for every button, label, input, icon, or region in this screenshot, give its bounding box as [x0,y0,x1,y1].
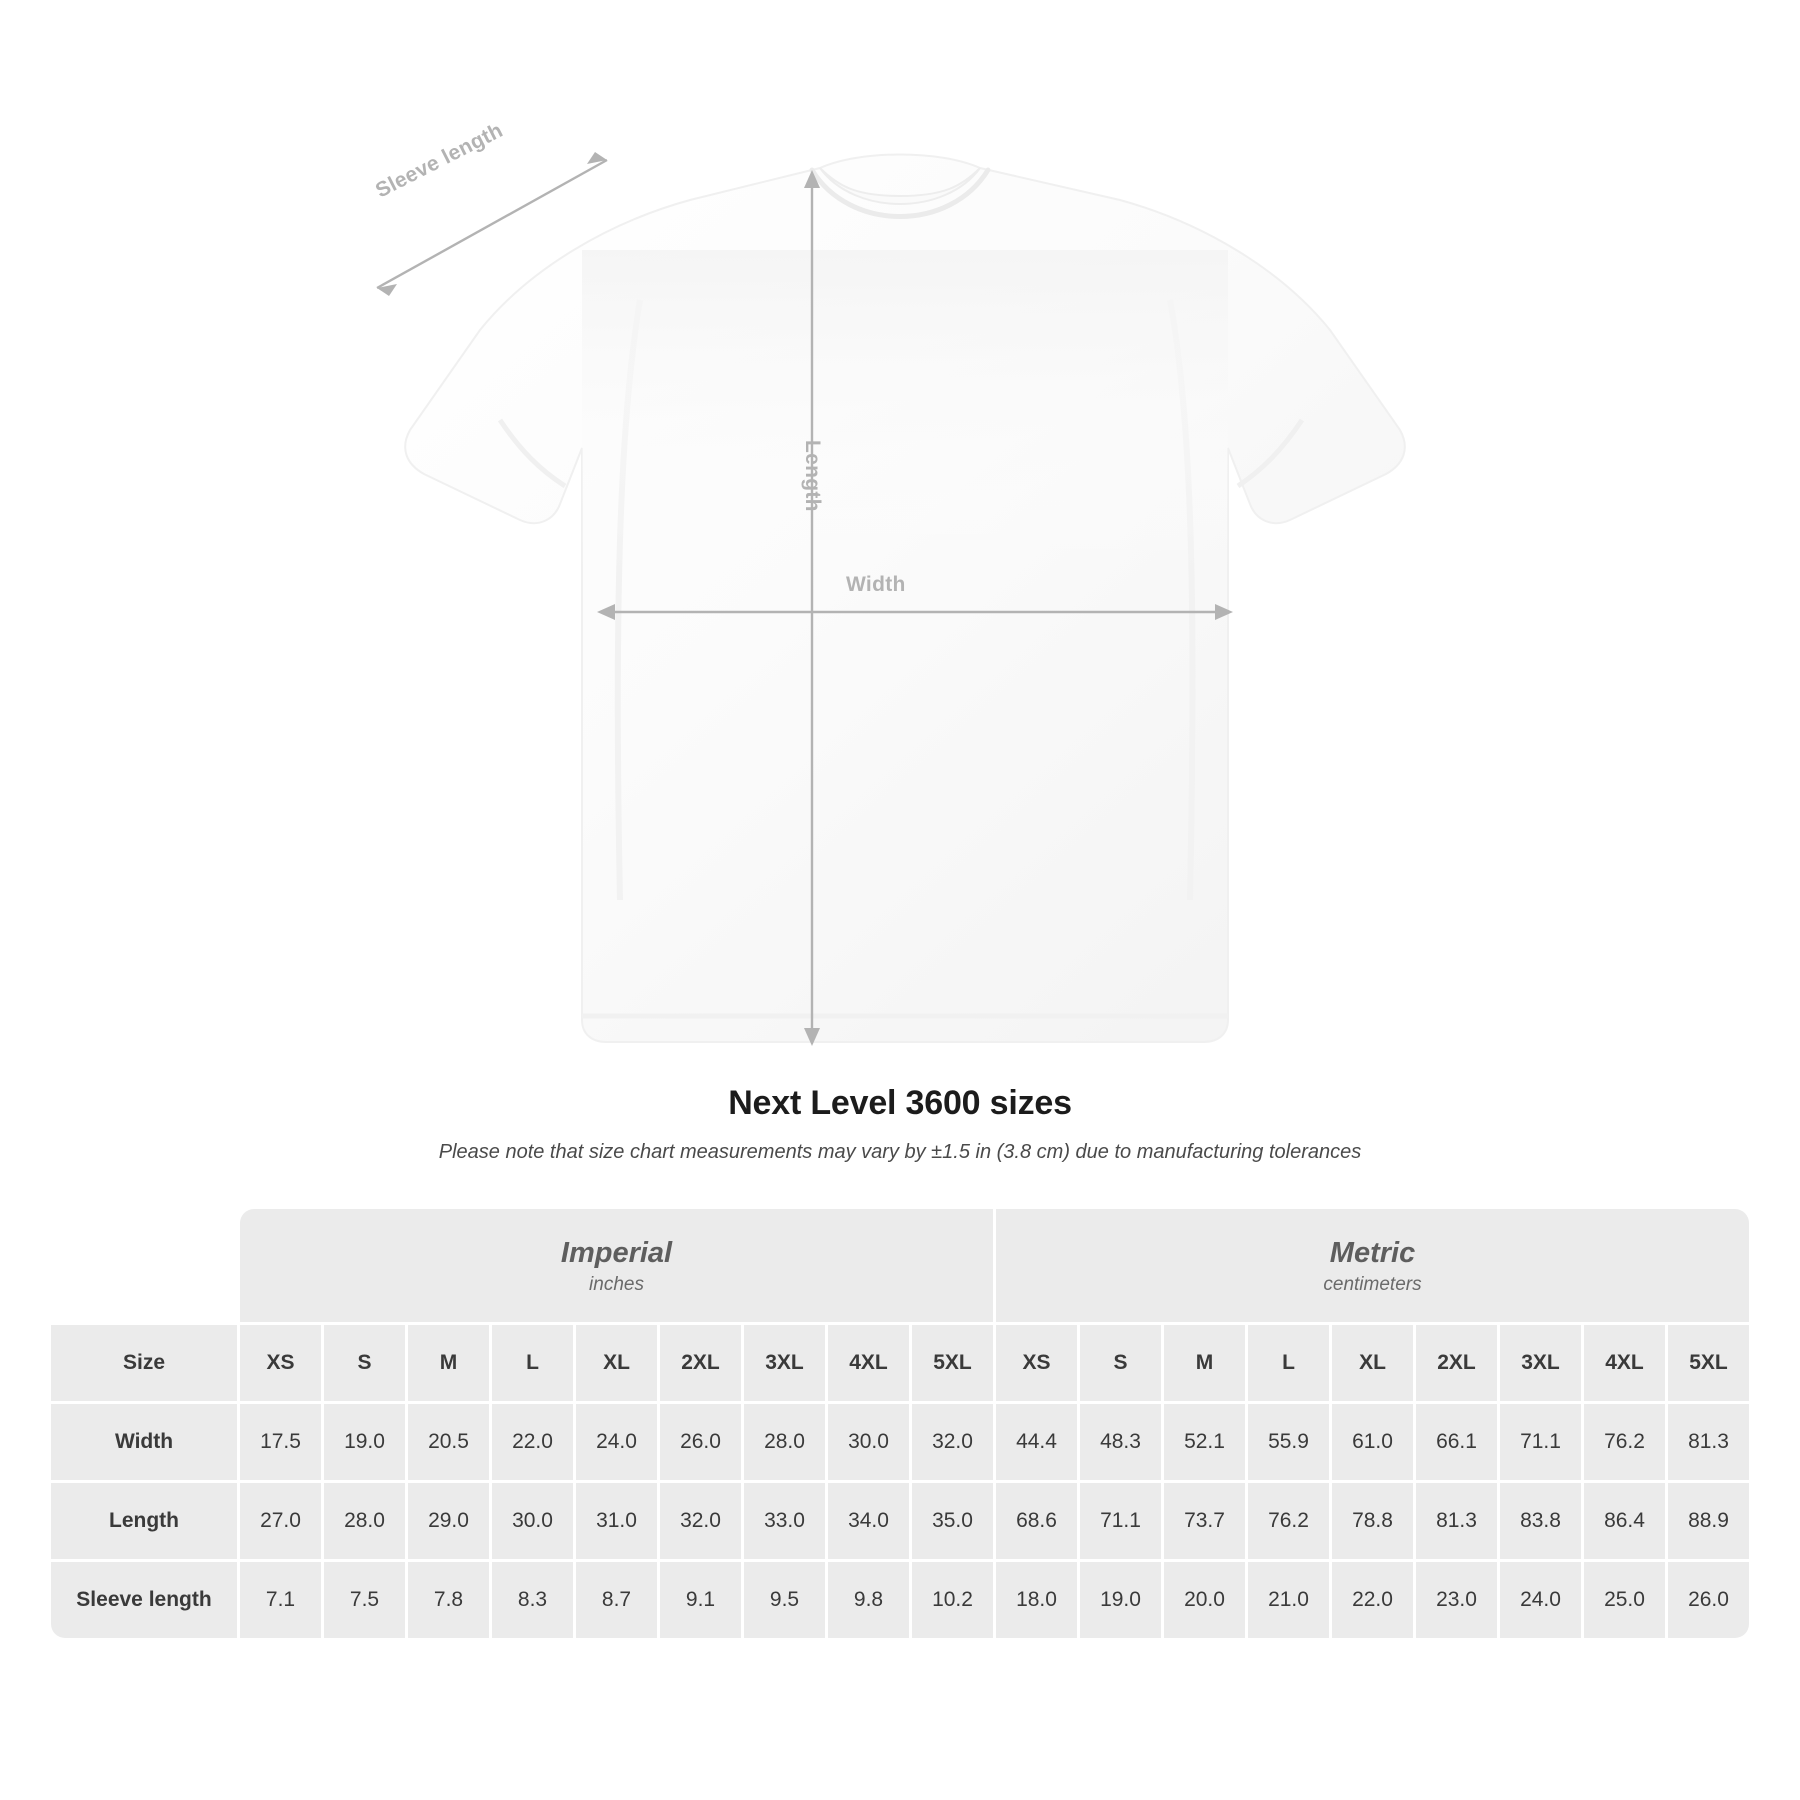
row-label-length: Length [51,1483,237,1559]
tolerance-note: Please note that size chart measurements may vary by ±1.5 in (3.8 cm) due to manufacturing tolerances [438,1141,1362,1163]
size-column-header: M [1164,1325,1245,1401]
sleeve-length-label: Sleeve length [372,118,507,203]
size-column-header: 5XL [912,1325,993,1401]
size-column-header: 3XL [744,1325,825,1401]
size-column-header: 5XL [1668,1325,1749,1401]
measurement-cell: 32.0 [660,1483,741,1559]
size-table-body [51,1209,1749,1638]
size-column-header: XS [996,1325,1077,1401]
measurement-cell: 76.2 [1584,1404,1665,1480]
measurement-cell: 34.0 [828,1483,909,1559]
measurement-cell: 24.0 [1500,1562,1581,1638]
measurement-cell: 29.0 [408,1483,489,1559]
page-title: Next Level 3600 sizes [728,1084,1072,1122]
unit-subtitle: centimeters [1323,1274,1422,1296]
unit-header-imperial [240,1209,993,1322]
measurement-cell: 9.8 [828,1562,909,1638]
measurement-cell: 18.0 [996,1562,1077,1638]
measurement-cell: 76.2 [1248,1483,1329,1559]
measurement-cell: 44.4 [996,1404,1077,1480]
measurement-cell: 19.0 [324,1404,405,1480]
measurement-cell: 52.1 [1164,1404,1245,1480]
size-column-header: M [408,1325,489,1401]
measurement-cell: 66.1 [1416,1404,1497,1480]
measurement-cell: 21.0 [1248,1562,1329,1638]
unit-subtitle: inches [589,1274,644,1296]
measurement-cell: 48.3 [1080,1404,1161,1480]
measurement-cell: 33.0 [744,1483,825,1559]
size-column-header: 2XL [660,1325,741,1401]
size-column-header: XS [240,1325,321,1401]
row-label-sleeve-length: Sleeve length [51,1562,237,1638]
measurement-cell: 22.0 [1332,1562,1413,1638]
measurement-cell: 30.0 [828,1404,909,1480]
unit-name: Imperial [560,1237,673,1269]
measurement-cell: 32.0 [912,1404,993,1480]
measurement-cell: 68.6 [996,1483,1077,1559]
measurement-cell: 28.0 [744,1404,825,1480]
width-label: Width [846,573,906,596]
measurement-cell: 20.5 [408,1404,489,1480]
unit-header-row [51,1209,1749,1322]
size-header-row [51,1325,1749,1401]
measurement-cell: 8.3 [492,1562,573,1638]
unit-header-metric [996,1209,1749,1322]
table-row [51,1483,1749,1559]
measurement-cell: 73.7 [1164,1483,1245,1559]
unit-name: Metric [1329,1237,1416,1269]
row-label-width: Width [51,1404,237,1480]
table-row [51,1404,1749,1480]
measurement-cell: 27.0 [240,1483,321,1559]
heading-block [0,1084,1800,1164]
size-column-header: XL [1332,1325,1413,1401]
measurement-cell: 35.0 [912,1483,993,1559]
measurement-cell: 26.0 [660,1404,741,1480]
measurement-cell: 81.3 [1668,1404,1749,1480]
measurement-cell: 31.0 [576,1483,657,1559]
table-corner-cell [51,1209,237,1322]
measurement-cell: 7.5 [324,1562,405,1638]
measurement-cell: 26.0 [1668,1562,1749,1638]
measurement-cell: 28.0 [324,1483,405,1559]
measurement-cell: 61.0 [1332,1404,1413,1480]
measurement-cell: 86.4 [1584,1483,1665,1559]
size-column-header: S [324,1325,405,1401]
measurement-cell: 10.2 [912,1562,993,1638]
size-column-header: 2XL [1416,1325,1497,1401]
tshirt-shape [405,155,1405,1043]
measurement-cell: 20.0 [1164,1562,1245,1638]
size-column-header: L [492,1325,573,1401]
measurement-cell: 23.0 [1416,1562,1497,1638]
measurement-cell: 88.9 [1668,1483,1749,1559]
size-table-wrapper [48,1206,1752,1641]
measurement-cell: 8.7 [576,1562,657,1638]
size-table [48,1206,1752,1641]
measurement-cell: 19.0 [1080,1562,1161,1638]
size-column-header: 4XL [1584,1325,1665,1401]
measurement-cell: 17.5 [240,1404,321,1480]
measurement-cell: 78.8 [1332,1483,1413,1559]
measurement-cell: 71.1 [1500,1404,1581,1480]
measurement-cell: 22.0 [492,1404,573,1480]
measurement-cell: 24.0 [576,1404,657,1480]
size-row-label: Size [51,1325,237,1401]
size-column-header: XL [576,1325,657,1401]
table-row [51,1562,1749,1638]
size-column-header: 4XL [828,1325,909,1401]
measurement-cell: 9.5 [744,1562,825,1638]
measurement-cell: 81.3 [1416,1483,1497,1559]
measurement-cell: 7.1 [240,1562,321,1638]
size-column-header: L [1248,1325,1329,1401]
size-column-header: S [1080,1325,1161,1401]
measurement-cell: 25.0 [1584,1562,1665,1638]
size-column-header: 3XL [1500,1325,1581,1401]
measurement-cell: 9.1 [660,1562,741,1638]
measurement-cell: 55.9 [1248,1404,1329,1480]
length-label: Length [801,440,824,512]
measurement-cell: 83.8 [1500,1483,1581,1559]
measurement-cell: 30.0 [492,1483,573,1559]
measurement-cell: 7.8 [408,1562,489,1638]
measurement-cell: 71.1 [1080,1483,1161,1559]
